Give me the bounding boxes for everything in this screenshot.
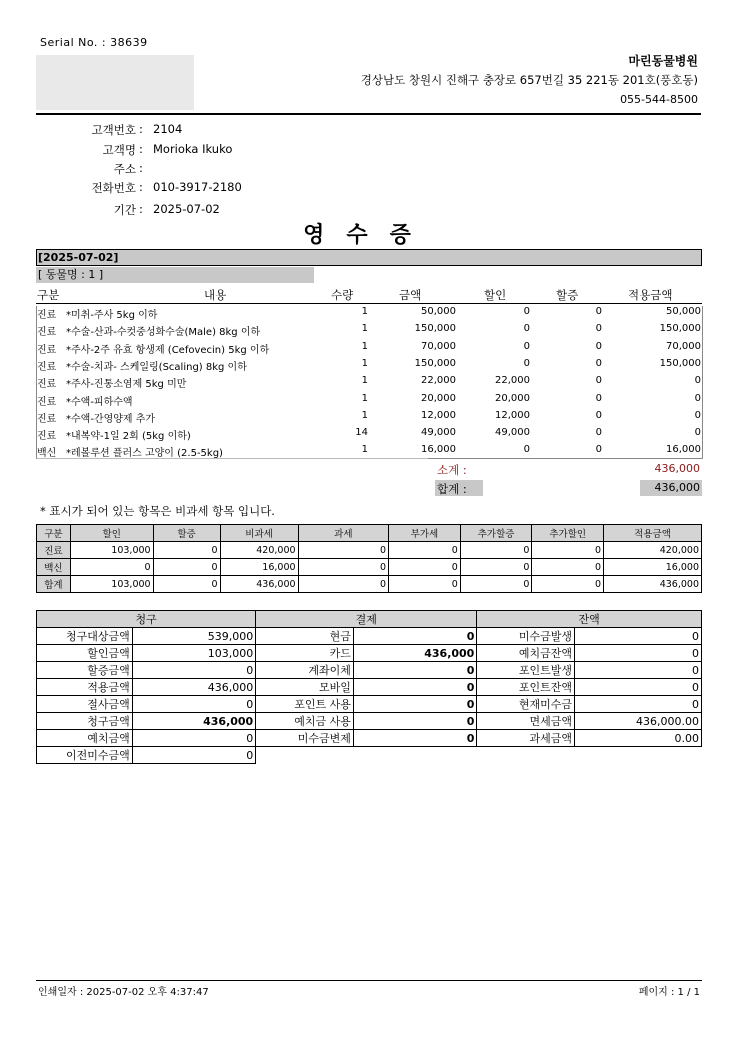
billing-cell: 할증금액 [37, 662, 133, 679]
item-surcharge: 0 [595, 427, 602, 439]
summary-cell: 436,000 [604, 576, 702, 593]
customer-colon: : [139, 122, 143, 136]
item-surcharge: 0 [595, 306, 602, 317]
billing-cell: 적용금액 [37, 679, 133, 696]
summary-cell: 0 [532, 559, 604, 576]
item-discount: 0 [523, 444, 530, 456]
billing-cell [256, 747, 354, 764]
item-applied: 150,000 [659, 323, 701, 335]
item-discount: 0 [523, 340, 530, 352]
billing-cell: 이전미수금액 [37, 747, 133, 764]
receipt-title: 영수증 [303, 223, 433, 248]
item-desc: *수술-산과-수컷중성화수술(Male) 8kg 이하 [66, 327, 261, 339]
billing-cell: 면세금액 [477, 713, 575, 730]
item-discount: 22,000 [495, 375, 530, 387]
customer-colon: : [139, 202, 143, 216]
billing-cell: 포인트잔액 [477, 679, 575, 696]
item-row [36, 356, 702, 373]
billing-cell: 0 [575, 696, 702, 713]
summary-header: 구분 [37, 525, 71, 542]
billing-row [37, 662, 702, 679]
col-qty: 수량 [331, 288, 354, 302]
billing-cell: 436,000 [132, 713, 255, 730]
billing-cell: 0 [575, 679, 702, 696]
item-surcharge: 0 [595, 392, 602, 404]
item-desc: *수액-간영양제 추가 [66, 413, 156, 425]
summary-header: 과세 [298, 525, 389, 542]
billing-cell: 539,000 [132, 628, 255, 645]
summary-cell: 합계 [37, 576, 71, 593]
summary-cell: 103,000 [70, 542, 153, 559]
summary-header: 할인 [70, 525, 153, 542]
item-applied: 70,000 [666, 340, 701, 352]
subtotal-label: 소계 : [437, 463, 467, 477]
subtotal-rule [428, 458, 702, 459]
billing-cell: 현재미수금 [477, 696, 575, 713]
item-applied: 150,000 [659, 357, 701, 369]
item-applied: 0 [694, 409, 701, 421]
item-surcharge: 0 [595, 375, 602, 387]
summary-row [37, 559, 702, 576]
item-discount: 49,000 [495, 427, 530, 439]
billing-cell: 모바일 [256, 679, 354, 696]
billing-cell: 0 [353, 713, 476, 730]
item-row [36, 304, 702, 321]
item-qty: 1 [361, 306, 368, 317]
item-qty: 1 [361, 340, 368, 352]
item-qty: 1 [361, 323, 368, 335]
item-desc: *주사-2주 유효 항생제 (Cefovecin) 5kg 이하 [66, 344, 270, 356]
item-amount: 150,000 [414, 323, 456, 335]
summary-cell: 백신 [37, 559, 71, 576]
header-divider [36, 113, 701, 115]
billing-cell: 청구대상금액 [37, 628, 133, 645]
customer-value: 2104 [153, 122, 183, 136]
summary-header: 부가세 [389, 525, 461, 542]
billing-cell: 청구금액 [37, 713, 133, 730]
billing-cell: 0 [575, 645, 702, 662]
item-type: 진료 [37, 310, 57, 321]
item-type: 진료 [37, 396, 57, 408]
col-applied: 적용금액 [628, 288, 673, 302]
billing-cell: 0 [132, 696, 255, 713]
billing-row [37, 747, 702, 764]
customer-value: Morioka Ikuko [153, 142, 233, 156]
item-type: 진료 [37, 361, 57, 373]
summary-cell: 0 [389, 576, 461, 593]
footer-rule [36, 980, 702, 981]
print-date: 인쇄일자 : 2025-07-02 오후 4:37:47 [38, 987, 209, 998]
item-desc: *레볼루션 플러스 고양이 (2.5-5kg) [66, 448, 223, 460]
billing-cell [575, 747, 702, 764]
billing-cell: 436,000 [132, 679, 255, 696]
tax-exempt-note: * 표시가 되어 있는 항목은 비과세 항목 입니다. [40, 504, 275, 518]
item-applied: 16,000 [666, 444, 701, 456]
customer-label: 고객명 [102, 143, 136, 157]
item-row [36, 373, 702, 390]
summary-cell: 0 [70, 559, 153, 576]
billing-cell: 0 [353, 662, 476, 679]
billing-row [37, 730, 702, 747]
summary-cell: 0 [153, 576, 220, 593]
pet-name-bar: [ 동물명 : 1 ] [36, 267, 314, 283]
item-discount: 20,000 [495, 392, 530, 404]
item-desc: *미취-주사 5kg 이하 [66, 310, 158, 321]
billing-row [37, 645, 702, 662]
summary-cell: 0 [460, 542, 532, 559]
customer-value: 2025-07-02 [153, 202, 220, 216]
customer-colon: : [139, 142, 143, 156]
customer-label: 기간 [113, 203, 136, 217]
item-desc: *수술-치과- 스케일링(Scaling) 8kg 이하 [66, 361, 247, 373]
billing-cell: 미수금변제 [256, 730, 354, 747]
hospital-logo [36, 55, 194, 110]
summary-header: 적용금액 [604, 525, 702, 542]
summary-cell: 420,000 [604, 542, 702, 559]
summary-table [36, 524, 702, 593]
summary-row [37, 576, 702, 593]
billing-cell: 0 [132, 662, 255, 679]
customer-colon: : [139, 161, 143, 175]
customer-row [36, 122, 436, 140]
summary-cell: 16,000 [604, 559, 702, 576]
summary-header: 추가할증 [460, 525, 532, 542]
item-discount: 0 [523, 306, 530, 317]
summary-cell: 0 [460, 576, 532, 593]
summary-cell: 103,000 [70, 576, 153, 593]
customer-row [36, 161, 436, 179]
item-applied: 0 [694, 392, 701, 404]
billing-cell: 0 [353, 628, 476, 645]
billing-cell: 0 [132, 730, 255, 747]
item-surcharge: 0 [595, 323, 602, 335]
item-qty: 1 [361, 444, 368, 456]
item-applied: 0 [694, 427, 701, 439]
summary-cell: 진료 [37, 542, 71, 559]
item-desc: *내복약-1일 2회 (5kg 이하) [66, 431, 191, 443]
serial-number: Serial No. : 38639 [40, 36, 148, 49]
billing-cell [353, 747, 476, 764]
customer-label: 주소 [113, 162, 136, 176]
item-applied: 0 [694, 375, 701, 387]
billing-cell: 0 [353, 696, 476, 713]
billing-cell: 예치금액 [37, 730, 133, 747]
billing-cell: 436,000 [353, 645, 476, 662]
hospital-name: 마린동물병원 [628, 54, 698, 68]
item-row [36, 408, 702, 425]
billing-cell: 0.00 [575, 730, 702, 747]
item-surcharge: 0 [595, 357, 602, 369]
items-header [36, 285, 702, 302]
item-amount: 50,000 [421, 306, 456, 317]
billing-cell: 포인트발생 [477, 662, 575, 679]
summary-cell: 0 [298, 542, 389, 559]
summary-cell: 0 [460, 559, 532, 576]
total-label: 합계 : [437, 482, 467, 496]
summary-header: 비과세 [220, 525, 298, 542]
subtotal-value: 436,000 [654, 462, 700, 475]
col-amount: 금액 [399, 288, 422, 302]
item-amount: 12,000 [421, 409, 456, 421]
summary-cell: 0 [389, 542, 461, 559]
item-qty: 1 [361, 375, 368, 387]
billing-cell: 카드 [256, 645, 354, 662]
summary-cell: 0 [153, 559, 220, 576]
billing-cell: 과세금액 [477, 730, 575, 747]
billing-cell: 0 [353, 679, 476, 696]
item-row [36, 425, 702, 442]
summary-cell: 0 [532, 542, 604, 559]
item-type: 진료 [37, 344, 57, 356]
billing-cell: 103,000 [132, 645, 255, 662]
billing-cell: 436,000.00 [575, 713, 702, 730]
billing-header: 잔액 [477, 611, 702, 628]
summary-cell: 420,000 [220, 542, 298, 559]
item-qty: 1 [361, 392, 368, 404]
item-type: 진료 [37, 379, 57, 391]
customer-label: 전화번호 [91, 181, 136, 195]
item-row [36, 339, 702, 356]
item-discount: 12,000 [495, 409, 530, 421]
summary-cell: 0 [532, 576, 604, 593]
item-qty: 14 [355, 427, 368, 439]
billing-cell: 0 [132, 747, 255, 764]
billing-cell: 0 [575, 628, 702, 645]
billing-cell: 포인트 사용 [256, 696, 354, 713]
item-discount: 0 [523, 323, 530, 335]
billing-header: 청구 [37, 611, 256, 628]
billing-cell: 0 [575, 662, 702, 679]
billing-cell: 0 [353, 730, 476, 747]
billing-cell: 미수금발생 [477, 628, 575, 645]
billing-cell: 할인금액 [37, 645, 133, 662]
item-desc: *수액-피하수액 [66, 396, 133, 408]
item-applied: 50,000 [666, 306, 701, 317]
item-amount: 22,000 [421, 375, 456, 387]
billing-row [37, 628, 702, 645]
summary-header: 할증 [153, 525, 220, 542]
summary-cell: 0 [389, 559, 461, 576]
item-amount: 70,000 [421, 340, 456, 352]
item-desc: *주사-진통소염제 5kg 미만 [66, 379, 187, 391]
customer-label: 고객번호 [91, 123, 136, 137]
col-surcharge: 할증 [556, 288, 579, 302]
customer-row [36, 142, 436, 160]
item-type: 진료 [37, 327, 57, 339]
item-amount: 20,000 [421, 392, 456, 404]
summary-cell: 0 [298, 559, 389, 576]
item-amount: 150,000 [414, 357, 456, 369]
billing-cell: 예치금잔액 [477, 645, 575, 662]
customer-colon: : [139, 180, 143, 194]
summary-header: 추가할인 [532, 525, 604, 542]
billing-cell: 절사금액 [37, 696, 133, 713]
col-type: 구분 [37, 288, 60, 302]
billing-cell: 현금 [256, 628, 354, 645]
billing-header: 결제 [256, 611, 477, 628]
billing-table [36, 610, 702, 764]
item-qty: 1 [361, 409, 368, 421]
item-type: 진료 [37, 431, 57, 443]
item-row [36, 391, 702, 408]
billing-row [37, 713, 702, 730]
summary-cell: 0 [153, 542, 220, 559]
hospital-tel: 055-544-8500 [620, 93, 698, 106]
item-surcharge: 0 [595, 444, 602, 456]
item-discount: 0 [523, 357, 530, 369]
item-qty: 1 [361, 357, 368, 369]
billing-cell: 계좌이체 [256, 662, 354, 679]
col-discount: 할인 [484, 288, 507, 302]
summary-cell: 436,000 [220, 576, 298, 593]
billing-cell: 예치금 사용 [256, 713, 354, 730]
hospital-address: 경상남도 창원시 진해구 충장로 657번길 35 221동 201호(풍호동) [360, 73, 698, 87]
summary-cell: 0 [298, 576, 389, 593]
item-amount: 49,000 [421, 427, 456, 439]
page-number: 페이지 : 1 / 1 [638, 987, 700, 998]
visit-date-bar: [2025-07-02] [36, 249, 702, 266]
item-type: 백신 [37, 448, 57, 460]
customer-value: 010-3917-2180 [153, 180, 242, 194]
billing-row [37, 679, 702, 696]
item-row [36, 442, 702, 459]
item-surcharge: 0 [595, 340, 602, 352]
total-value: 436,000 [654, 481, 700, 494]
item-amount: 16,000 [421, 444, 456, 456]
item-type: 진료 [37, 413, 57, 425]
billing-row [37, 696, 702, 713]
billing-cell [477, 747, 575, 764]
summary-row [37, 542, 702, 559]
item-row [36, 321, 702, 338]
customer-row [36, 180, 436, 198]
item-surcharge: 0 [595, 409, 602, 421]
col-desc: 내용 [204, 288, 227, 302]
summary-cell: 16,000 [220, 559, 298, 576]
